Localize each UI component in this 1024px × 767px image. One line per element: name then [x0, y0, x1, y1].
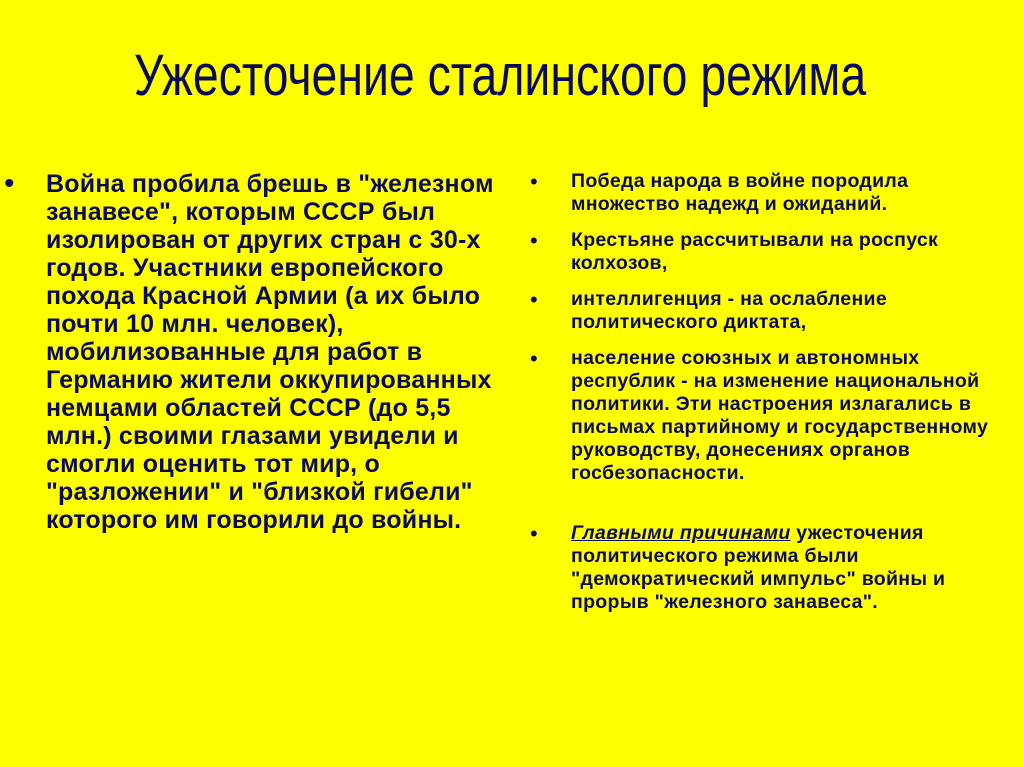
bullet-icon: • — [4, 167, 15, 200]
bullet-icon: • — [530, 287, 538, 312]
bullet-icon: • — [530, 169, 538, 194]
right-bullet-text: интеллигенция - на ослабление политического диктата, — [571, 288, 887, 333]
bullet-icon: • — [530, 521, 538, 546]
right-column — [527, 170, 1017, 627]
right-bullet-text: Победа народа в войне породила множество надежд и ожиданий. — [571, 170, 909, 215]
conclusion-text — [571, 522, 1011, 614]
right-bullet-text: население союзных и автономных республик - на изменение национальной политики. Эти настроения излагались в письмах партийному и государственному руководству, донесениях органов госбезопасности. — [571, 347, 989, 484]
right-bullet-item-republics — [527, 347, 1017, 485]
conclusion-emphasis: Главными причинами — [571, 522, 791, 544]
right-bullet-item-victory — [527, 170, 1017, 216]
right-bullet-item-intelligentsia — [527, 288, 1017, 334]
right-bullet-item-peasants — [527, 229, 1017, 275]
left-bullet-text: Война пробила брешь в "железном занавесе", которым СССР был изолирован от других стран с 30-х годов. Участники европейского похода Красной Армии (а их было почти 10 млн. человек), мобилизованные для работ в Германию жители оккупированных немцами областей СССР (до 5,5 млн.) своими глазами увидели и смогли оценить тот мир, о "разложении" и "близкой гибели" которого им говорили до войны. — [46, 170, 494, 534]
left-bullet-item — [4, 167, 504, 534]
bullet-icon: • — [530, 228, 538, 253]
slide-title: Ужесточение сталинского режима — [133, 43, 867, 108]
conclusion-rest: ужесточения политического режима были "демократический импульс" войны и прорыв "железного занавеса". — [571, 522, 946, 613]
bullet-icon: • — [530, 346, 538, 371]
right-bullet-item-conclusion — [527, 522, 1017, 614]
left-column — [4, 167, 504, 534]
right-bullet-text: Крестьяне рассчитывали на роспуск колхозов, — [571, 229, 939, 274]
